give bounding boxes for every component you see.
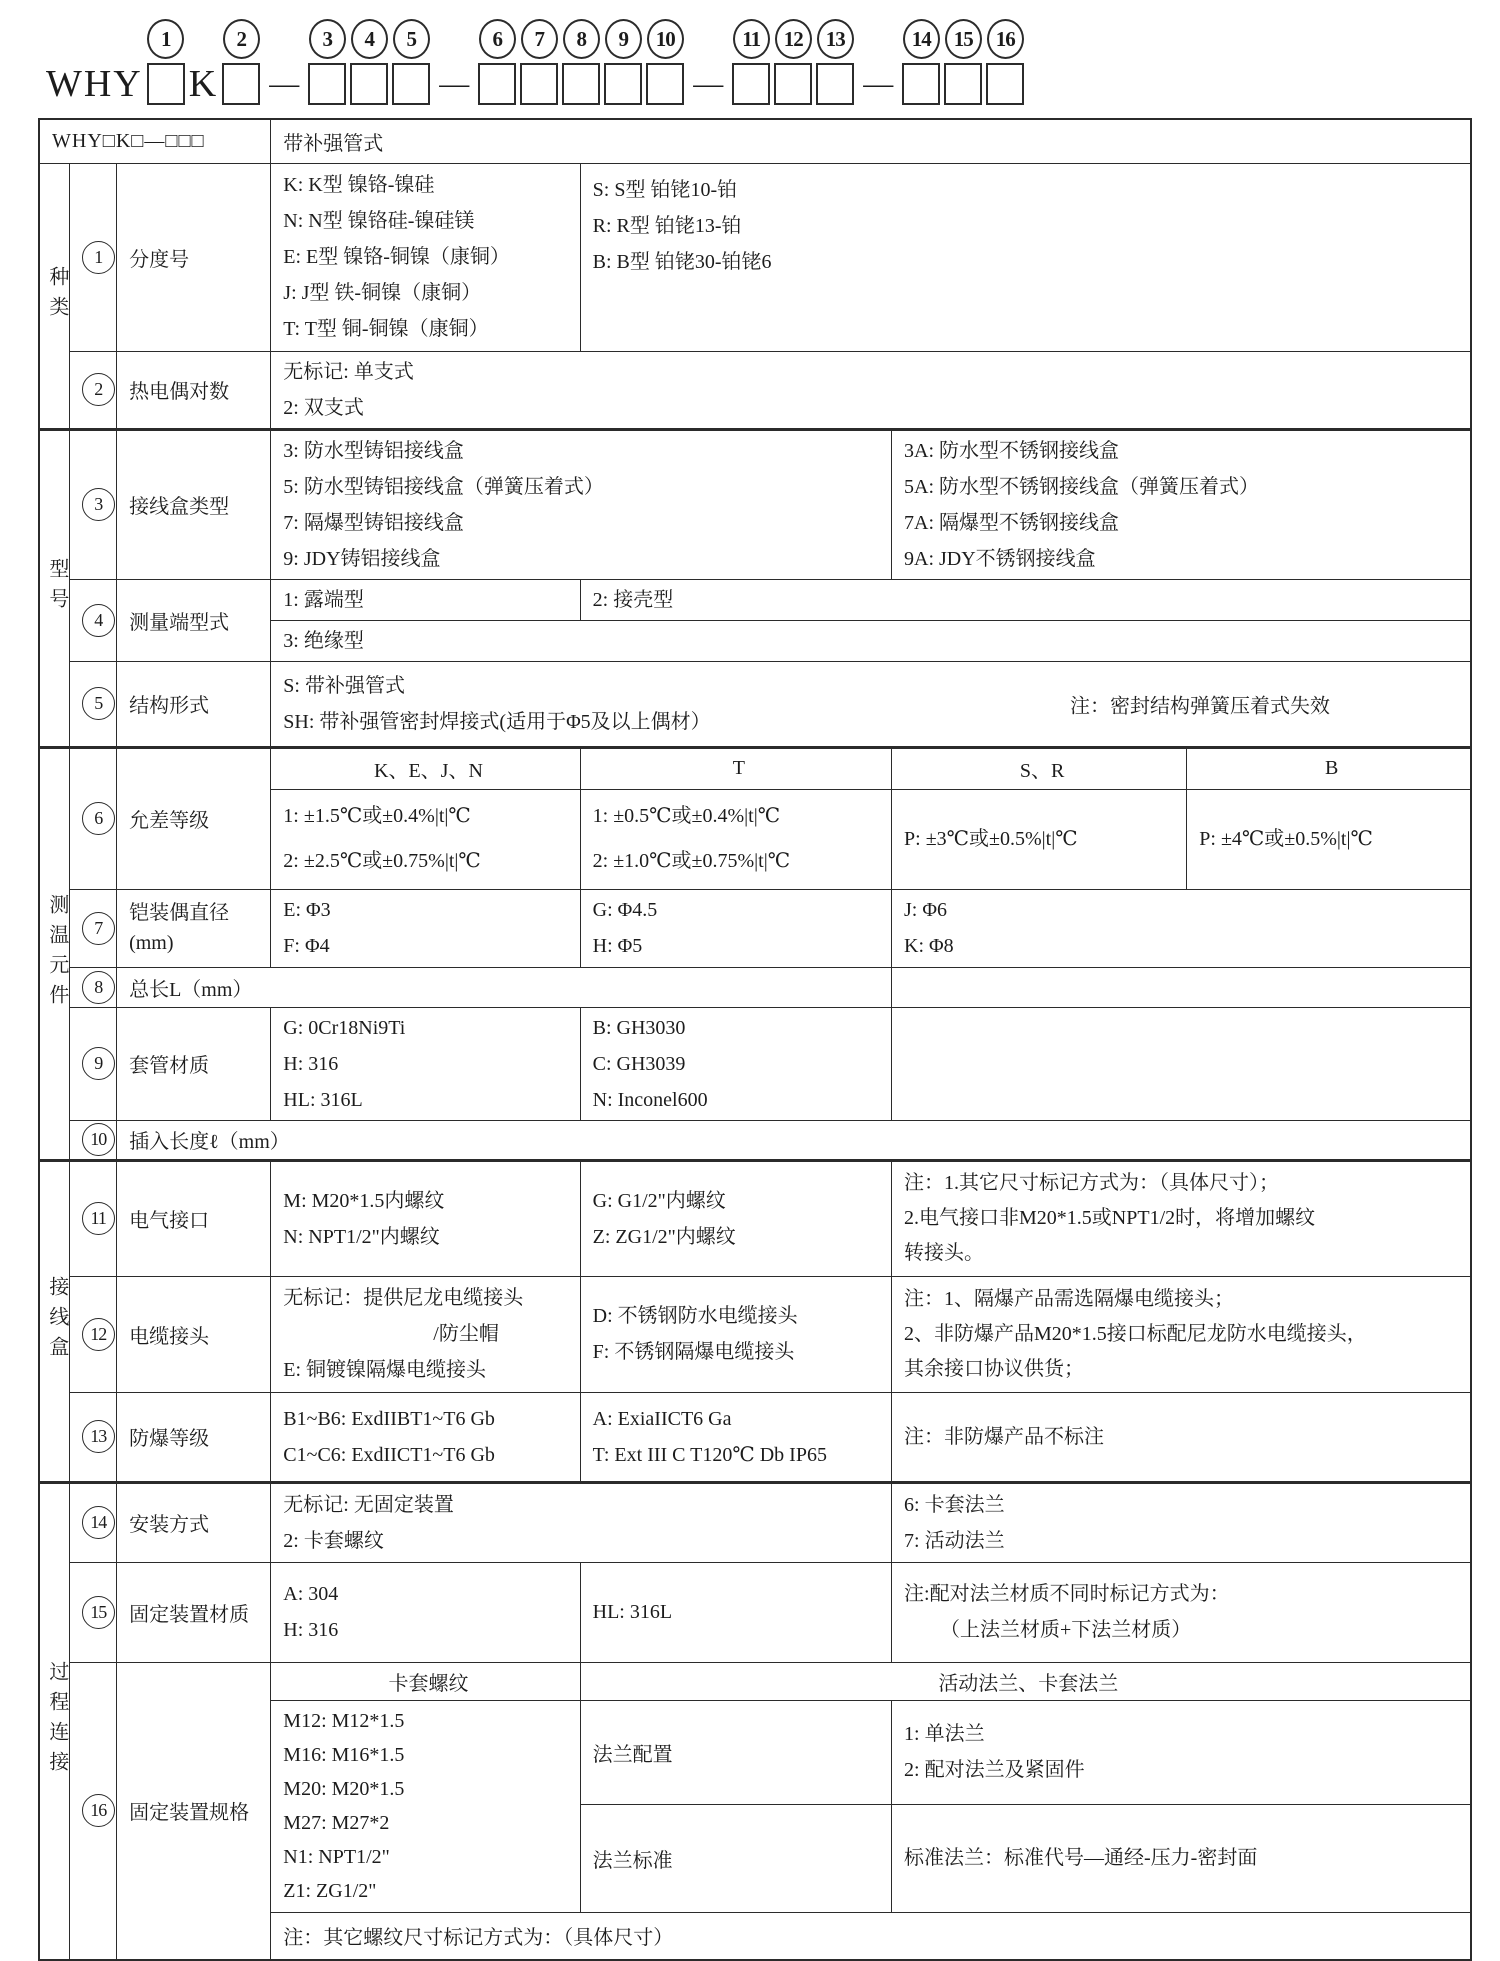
option: SH: 带补强管密封焊接式(适用于Φ5及以上偶材） — [283, 710, 711, 733]
code-unit-15 — [944, 18, 982, 108]
circled-number-12: 12 — [775, 19, 812, 59]
junction-box-options-right — [892, 429, 1471, 579]
row-number-cell — [69, 163, 116, 351]
option: HL: 316L — [283, 1088, 363, 1111]
row-label: 测量端型式 — [117, 579, 271, 661]
option: C1~C6: ExdIICT1~T6 Gb — [283, 1443, 495, 1466]
note-line: （上法兰材质+下法兰材质） — [940, 1619, 1192, 1641]
circled-11: 11 — [82, 1202, 115, 1235]
option: 2: ±1.0℃或±0.75%|t|℃ — [592, 850, 791, 872]
code-row — [44, 18, 1500, 108]
tolerance-header-b: B — [1187, 747, 1471, 789]
code-box-11 — [732, 63, 770, 105]
group-label-model: 型号 — [39, 429, 69, 747]
circled-number-1: 1 — [147, 19, 184, 59]
code-box-12 — [774, 63, 812, 105]
option: M: M20*1.5内螺纹 — [283, 1189, 445, 1212]
circled-7: 7 — [82, 912, 115, 945]
tolerance-header-t: T — [580, 747, 891, 789]
row-number-cell — [69, 1120, 116, 1160]
row-label: 固定装置材质 — [117, 1562, 271, 1662]
thread-size-note: 注：其它螺纹尺寸标记方式为：（具体尺寸） — [271, 1912, 1471, 1960]
note-line: 转接头。 — [904, 1242, 985, 1264]
option: 无标记: 无固定装置 — [283, 1493, 454, 1516]
code-box-9 — [604, 63, 642, 105]
code-dash-unit — [264, 18, 304, 108]
option: E: E型 镍铬-铜镍（康铜） — [283, 246, 510, 268]
option: R: R型 铂铑13-铂 — [592, 214, 742, 237]
circled-14: 14 — [82, 1506, 115, 1539]
explosion-rating-right — [580, 1392, 891, 1482]
row-number-cell — [69, 967, 116, 1007]
code-dash-unit — [434, 18, 474, 108]
sheath-material-right — [580, 1007, 891, 1120]
option: P: ±3℃或±0.5%|t|℃ — [904, 827, 1078, 850]
flange-standard-value — [892, 1804, 1471, 1912]
row-number-cell — [69, 1562, 116, 1662]
mounting-options-right — [892, 1482, 1471, 1562]
row-15 — [39, 1562, 1471, 1662]
code-box-7 — [520, 63, 558, 105]
option: 2: 双支式 — [283, 396, 364, 419]
option: /防尘帽 — [433, 1323, 499, 1345]
flange-header: 活动法兰、卡套法兰 — [580, 1662, 1471, 1700]
option: Z: ZG1/2"内螺纹 — [592, 1225, 736, 1248]
option: N: Inconel600 — [592, 1088, 708, 1111]
empty-cell — [892, 967, 1471, 1007]
tolerance-header-kejn: K、E、J、N — [271, 747, 580, 789]
option: H: 316 — [283, 1052, 339, 1075]
option: 3A: 防水型不锈钢接线盒 — [904, 439, 1120, 462]
code-box-14 — [902, 63, 940, 105]
note-line: 注:配对法兰材质不同时标记方式为： — [904, 1583, 1230, 1605]
pair-count-options — [271, 351, 1471, 429]
circled-10: 10 — [82, 1123, 115, 1156]
code-unit-8 — [562, 18, 600, 108]
graduation-options-left — [271, 163, 580, 351]
tolerance-sr — [892, 789, 1187, 889]
circled-number-8: 8 — [563, 19, 600, 59]
circled-number-5: 5 — [393, 19, 430, 59]
option: B: GH3030 — [592, 1016, 686, 1039]
flange-config-label: 法兰配置 — [580, 1700, 891, 1804]
code-unit-3 — [308, 18, 346, 108]
code-unit-7 — [520, 18, 558, 108]
code-unit-1 — [147, 18, 185, 108]
code-box-2 — [222, 63, 260, 105]
code-unit-6 — [478, 18, 516, 108]
option: E: Φ3 — [283, 899, 331, 921]
row-label: 接线盒类型 — [117, 429, 271, 579]
row-number-cell — [69, 1482, 116, 1562]
code-box-10 — [646, 63, 684, 105]
circled-number-9: 9 — [605, 19, 642, 59]
row-label: 分度号 — [117, 163, 271, 351]
row-number-cell — [69, 747, 116, 889]
circled-15: 15 — [82, 1596, 115, 1629]
option: F: 不锈钢隔爆电缆接头 — [592, 1341, 795, 1363]
flange-standard-label: 法兰标准 — [580, 1804, 891, 1912]
code-letter-k-unit — [189, 18, 218, 108]
code-dash: — — [269, 67, 300, 100]
flange-config-options — [892, 1700, 1471, 1804]
code-box-15 — [944, 63, 982, 105]
option: 2: 卡套螺纹 — [283, 1529, 384, 1552]
electrical-port-right — [580, 1160, 891, 1276]
code-box-16 — [986, 63, 1024, 105]
row-label: 热电偶对数 — [117, 351, 271, 429]
ordering-code-diagram — [44, 18, 1500, 108]
option: H: Φ5 — [592, 935, 643, 957]
circled-12: 12 — [82, 1318, 115, 1351]
option: 2: ±2.5℃或±0.75%|t|℃ — [283, 850, 481, 872]
mounting-options-left — [271, 1482, 892, 1562]
explosion-rating-left — [271, 1392, 580, 1482]
option: J: J型 铁-铜镍（康铜） — [283, 282, 482, 304]
electrical-port-note — [892, 1160, 1471, 1276]
row-14 — [39, 1482, 1471, 1562]
code-box-3 — [308, 63, 346, 105]
row-number-cell — [69, 1160, 116, 1276]
junction-box-options-left — [271, 429, 892, 579]
circled-8: 8 — [82, 971, 115, 1004]
option: B: B型 铂铑30-铂铑6 — [592, 250, 772, 273]
option: 2: 配对法兰及紧固件 — [904, 1759, 1085, 1781]
note-line: 其余接口协议供货； — [904, 1357, 1085, 1380]
thread-header: 卡套螺纹 — [271, 1662, 580, 1700]
option: S: 带补强管式 — [283, 674, 405, 697]
option: 9: JDY铸铝接线盒 — [283, 547, 441, 570]
option: J: Φ6 — [904, 899, 947, 921]
tolerance-t — [580, 789, 891, 889]
circled-number-14: 14 — [903, 19, 940, 59]
code-box-6 — [478, 63, 516, 105]
row-number-cell — [69, 351, 116, 429]
code-dash-unit — [688, 18, 728, 108]
circled-6: 6 — [82, 802, 115, 835]
option: 1: 露端型 — [283, 588, 364, 611]
circled-5: 5 — [82, 687, 115, 720]
row-label: 固定装置规格 — [117, 1662, 271, 1960]
option: G: G1/2"内螺纹 — [592, 1189, 726, 1212]
cable-gland-left — [271, 1276, 580, 1392]
diameter-options-2 — [580, 889, 891, 967]
code-unit-12 — [774, 18, 812, 108]
option: 标准法兰：标准代号—通经-压力-密封面 — [904, 1847, 1258, 1869]
row-number-cell — [69, 1662, 116, 1960]
row-7 — [39, 889, 1471, 967]
code-unit-11 — [732, 18, 770, 108]
option: K: K型 镍铬-镍硅 — [283, 174, 435, 196]
option: S: S型 铂铑10-铂 — [592, 178, 738, 201]
explosion-rating-note — [892, 1392, 1471, 1482]
graduation-options-right — [580, 163, 1471, 351]
option: 3: 防水型铸铝接线盒 — [283, 439, 464, 462]
circled-number-7: 7 — [521, 19, 558, 59]
row-2 — [39, 351, 1471, 429]
code-unit-10 — [646, 18, 684, 108]
page — [0, 18, 1500, 1950]
option: 7: 活动法兰 — [904, 1529, 1005, 1552]
group-label-process-connection: 过程连接 — [39, 1482, 69, 1960]
row-number-cell — [69, 579, 116, 661]
circled-number-15: 15 — [945, 19, 982, 59]
option: 9A: JDY不锈钢接线盒 — [904, 547, 1096, 570]
circled-16: 16 — [82, 1794, 115, 1827]
code-box-5 — [392, 63, 430, 105]
row-3 — [39, 429, 1471, 579]
row-label: 电气接口 — [117, 1160, 271, 1276]
code-prefix-unit — [46, 18, 143, 108]
note-line: 2.电气接口非M20*1.5或NPT1/2时，将增加螺纹 — [904, 1207, 1316, 1229]
row-16-header — [39, 1662, 1471, 1700]
option: G: Φ4.5 — [592, 899, 658, 921]
model-code-cell: WHY□K□—□□□ — [39, 119, 271, 163]
option: 3: 绝缘型 — [283, 629, 364, 652]
option: P: ±4℃或±0.5%|t|℃ — [1199, 827, 1373, 850]
code-unit-2 — [222, 18, 260, 108]
row-label: 防爆等级 — [117, 1392, 271, 1482]
diameter-options-3 — [892, 889, 1471, 967]
fixture-material-left — [271, 1562, 580, 1662]
fixture-material-note — [892, 1562, 1471, 1662]
thread-options — [271, 1700, 580, 1912]
option: M20: M20*1.5 — [283, 1778, 405, 1800]
code-box-4 — [350, 63, 388, 105]
row-label: 允差等级 — [117, 747, 271, 889]
circled-number-16: 16 — [987, 19, 1024, 59]
row-6-header — [39, 747, 1471, 789]
circled-9: 9 — [82, 1047, 115, 1080]
row-11 — [39, 1160, 1471, 1276]
circled-13: 13 — [82, 1420, 115, 1453]
row-12 — [39, 1276, 1471, 1392]
option: E: 铜镀镍隔爆电缆接头 — [283, 1359, 487, 1381]
option: 5A: 防水型不锈钢接线盒（弹簧压着式） — [904, 475, 1260, 498]
circled-number-2: 2 — [223, 19, 260, 59]
row-10 — [39, 1120, 1471, 1160]
row-8 — [39, 967, 1471, 1007]
option: N: N型 镍铬硅-镍硅镁 — [283, 210, 475, 232]
option: HL: 316L — [592, 1601, 673, 1623]
circled-number-6: 6 — [479, 19, 516, 59]
option: 7A: 隔爆型不锈钢接线盒 — [904, 511, 1120, 534]
group-label-junction-box: 接线盒 — [39, 1160, 69, 1482]
option: A: ExiaIICT6 Ga — [592, 1407, 732, 1430]
circled-number-13: 13 — [817, 19, 854, 59]
circled-number-4: 4 — [351, 19, 388, 59]
option: F: Φ4 — [283, 935, 330, 957]
option: Z1: ZG1/2" — [283, 1880, 377, 1902]
row-number-cell — [69, 661, 116, 747]
tolerance-header-sr: S、R — [892, 747, 1187, 789]
option: D: 不锈钢防水电缆接头 — [592, 1305, 798, 1327]
tolerance-b — [1187, 789, 1471, 889]
structure-note: 注：密封结构弹簧压着式失效 — [1070, 695, 1330, 717]
note-line: 注：1.其它尺寸标记方式为：（具体尺寸）； — [904, 1172, 1280, 1194]
note-line: 注：非防爆产品不标注 — [904, 1425, 1105, 1448]
option: N: NPT1/2"内螺纹 — [283, 1225, 440, 1248]
option: C: GH3039 — [592, 1052, 686, 1075]
tip-option-1 — [271, 579, 580, 620]
option: G: 0Cr18Ni9Ti — [283, 1016, 406, 1039]
row-1 — [39, 163, 1471, 351]
option: 1: ±1.5℃或±0.4%|t|℃ — [283, 805, 471, 827]
code-unit-9 — [604, 18, 642, 108]
row-number-cell — [69, 1276, 116, 1392]
code-box-13 — [816, 63, 854, 105]
option: 无标记: 单支式 — [283, 360, 414, 383]
code-dash: — — [693, 67, 724, 100]
row-number-cell — [69, 889, 116, 967]
option: H: 316 — [283, 1619, 339, 1641]
row-13 — [39, 1392, 1471, 1482]
tip-option-3 — [271, 620, 1471, 661]
code-dash: — — [863, 67, 894, 100]
code-unit-16 — [986, 18, 1024, 108]
row-4a — [39, 579, 1471, 620]
row-9 — [39, 1007, 1471, 1120]
code-dash: — — [439, 67, 470, 100]
option: 2: 接壳型 — [592, 588, 674, 611]
code-unit-13 — [816, 18, 854, 108]
total-length-label: 总长L（mm） — [117, 967, 892, 1007]
row-label-line: 铠装偶直径 — [129, 902, 230, 924]
option: M16: M16*1.5 — [283, 1744, 405, 1766]
row-header — [39, 119, 1471, 163]
option: K: Φ8 — [904, 935, 954, 957]
option: B1~B6: ExdIIBT1~T6 Gb — [283, 1407, 495, 1430]
circled-3: 3 — [82, 488, 115, 521]
circled-2: 2 — [82, 373, 115, 406]
code-box-8 — [562, 63, 600, 105]
diameter-options-1 — [271, 889, 580, 967]
row-label: 电缆接头 — [117, 1276, 271, 1392]
option: 1: 单法兰 — [904, 1723, 985, 1745]
sheath-material-left — [271, 1007, 580, 1120]
circled-number-11: 11 — [733, 19, 770, 59]
cable-gland-right — [580, 1276, 891, 1392]
option: A: 304 — [283, 1583, 339, 1605]
option: 7: 隔爆型铸铝接线盒 — [283, 511, 464, 534]
circled-1: 1 — [82, 241, 115, 274]
row-5 — [39, 661, 1471, 747]
row-number-cell — [69, 429, 116, 579]
code-unit-14 — [902, 18, 940, 108]
code-unit-4 — [350, 18, 388, 108]
spec-table — [38, 118, 1472, 1961]
group-label-category: 种类 — [39, 163, 69, 429]
note-line: 2、非防爆产品M20*1.5接口标配尼龙防水电缆接头， — [904, 1322, 1367, 1345]
row-label: 结构形式 — [117, 661, 271, 747]
structure-options — [271, 661, 1471, 747]
note-line: 注：1、隔爆产品需选隔爆电缆接头； — [904, 1287, 1235, 1310]
circled-4: 4 — [82, 604, 115, 637]
row-number-cell — [69, 1392, 116, 1482]
option: T: T型 铜-铜镍（康铜） — [283, 318, 489, 340]
group-label-sensing-element: 测温元件 — [39, 747, 69, 1160]
code-letter-k: K — [188, 63, 219, 105]
option: 1: ±0.5℃或±0.4%|t|℃ — [592, 805, 781, 827]
option: 5: 防水型铸铝接线盒（弹簧压着式） — [283, 475, 604, 498]
option: T: Ext III C T120℃ Db IP65 — [592, 1443, 827, 1466]
code-dash-unit — [858, 18, 898, 108]
fixture-material-right — [580, 1562, 891, 1662]
row-label — [117, 889, 271, 967]
code-box-1 — [147, 63, 185, 105]
tolerance-kejn — [271, 789, 580, 889]
option: M12: M12*1.5 — [283, 1710, 405, 1732]
code-prefix: WHY — [46, 63, 143, 105]
cable-gland-note — [892, 1276, 1471, 1392]
option: 无标记：提供尼龙电缆接头 — [283, 1287, 524, 1309]
code-unit-5 — [392, 18, 430, 108]
model-desc-cell: 带补强管式 — [271, 119, 1471, 163]
circled-number-3: 3 — [309, 19, 346, 59]
row-label: 套管材质 — [117, 1007, 271, 1120]
option: M27: M27*2 — [283, 1812, 390, 1834]
option: N1: NPT1/2" — [283, 1846, 390, 1868]
electrical-port-left — [271, 1160, 580, 1276]
insertion-length-label: 插入长度ℓ（mm） — [117, 1120, 1471, 1160]
row-number-cell — [69, 1007, 116, 1120]
empty-cell — [892, 1007, 1471, 1120]
row-label-line: (mm) — [129, 932, 174, 954]
option: 6: 卡套法兰 — [904, 1493, 1005, 1516]
circled-number-10: 10 — [647, 19, 684, 59]
row-label: 安装方式 — [117, 1482, 271, 1562]
tip-option-2 — [580, 579, 1471, 620]
